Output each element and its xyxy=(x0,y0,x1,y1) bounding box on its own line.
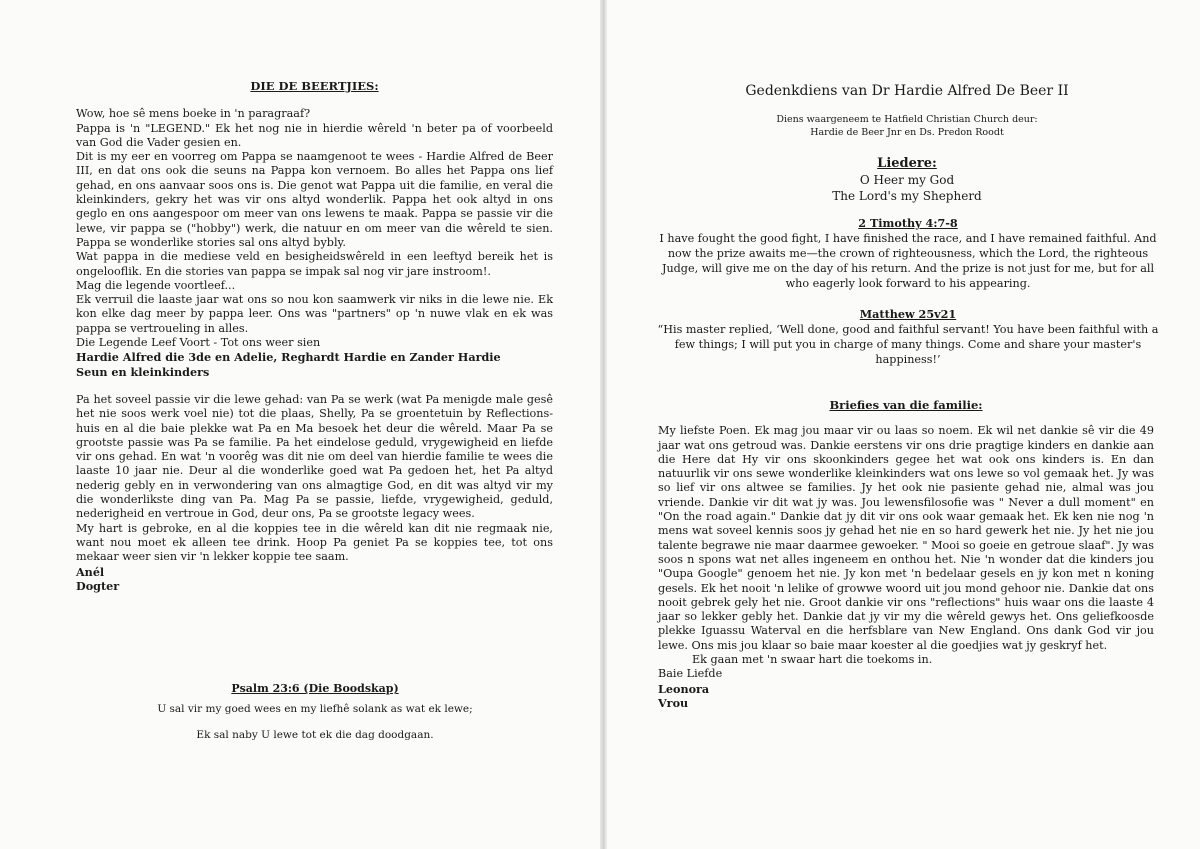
intro-line-3: Dit is my eer en voorreg om Pappa se naamgenoot te wees - Hardie Alfred de Beer III, en dat ons ook die seuns na Pappa kon vernoem. Bo alles het Pappa ons lief gehad, en ons aanvaar soos ons is. Die genot wat Pappa uit die familie, en veral die kleinkinders, gekry het was vir ons altyd wonderlik. Pappa het ook altyd in ons geglo en ons aangespoor om meer van ons lewens te maak. Pappa se passie vir die lewe, vir pappa se ("hobby") werk, die natuur en om meer van die wêreld te sien. Pappa se wonderlike stories sal ons altyd bybly. xyxy=(76,150,553,249)
song-1: O Heer my God xyxy=(859,173,955,187)
letter-closing: Baie Liefde xyxy=(658,667,723,681)
intro-line-2: Pappa is 'n "LEGEND." Ek het nog nie in hierdie wêreld 'n beter pa of voorbeeld van God die Vader gesien en. xyxy=(76,121,553,149)
service-line-1: Diens waargeneem te Hatfield Christian Church deur: xyxy=(776,114,1038,125)
timothy-block xyxy=(657,216,1159,291)
psalm-title: Psalm 23:6 (Die Boodskap) xyxy=(231,682,399,695)
signature-hardie: Hardie Alfred die 3de en Adelie, Reghardt Hardie en Zander Hardie xyxy=(76,350,501,365)
anel-paragraph-2: My hart is gebroke, en al die koppies tee in die wêreld kan dit nie regmaak nie, want nou moet ek alleen tee drink. Hoop Pa geniet Pa se koppies tee, tot ons mekaar weer sien vir 'n lekker koppie tee saam. xyxy=(76,521,553,564)
anel-paragraph-1: Pa het soveel passie vir die lewe gehad: van Pa se werk (wat Pa menigde male gesê het nie soos werk voel nie) tot die plaas, Shelly, Pa se groentetuin by Reflections-huis en al die baie plekke wat Pa en Ma besoek het deur die wêreld. Maar Pa se grootste passie was Pa se familie. Pa het eindelose geduld, vrygewigheid en liefde vir ons gehad. En wat 'n voorêg was dit nie om deel van hierdie familie te wees die laaste 10 jaar nie. Deur al die wonderlike goed wat Pa gedoen het, het Pa altyd nederig gebly en in verwondering van ons almagtige God, en dit was altyd vir my die wonderlikste ding van Pa. Mag Pa se passie, liefde, vrygewigheid, geduld, nederigheid en vertroue in God, deur ons, Pa se grootste legacy wees. xyxy=(76,392,553,521)
signature-anel-role: Dogter xyxy=(76,578,120,593)
service-line-2: Hardie de Beer Jnr en Ds. Predon Roodt xyxy=(810,126,1004,138)
psalm-line-2: Ek sal naby U lewe tot ek die dag doodgaan. xyxy=(196,729,434,741)
matthew-block xyxy=(657,307,1159,367)
signature-hardie-role: Seun en kleinkinders xyxy=(76,364,210,379)
timothy-text: I have fought the good fight, I have finished the race, and I have remained faithful. And now the prize awaits me—the crown of righteousness, which the Lord, the righteous Judge, will give me on the day of his return. And the prize is not just for me, but for all who eagerly look forward to his appearing. xyxy=(659,232,1157,290)
signature-leonora-role: Vrou xyxy=(658,695,689,710)
service-header xyxy=(667,82,1147,139)
timothy-title: 2 Timothy 4:7-8 xyxy=(858,216,958,230)
intro-line-6: Ek verruil die laaste jaar wat ons so nou kon saamwerk vir niks in die lewe nie. Ek kon elke dag meer by pappa leer. Ons was "partners" op 'n nuwe vlak en ek was pappa se vertroueling in alles. xyxy=(76,293,553,335)
right-title: Gedenkdiens van Dr Hardie Alfred De Beer II xyxy=(745,83,1069,99)
songs-title: Liedere: xyxy=(877,156,937,171)
song-2: The Lord's my Shepherd xyxy=(832,189,982,203)
matthew-text: “His master replied, ‘Well done, good and faithful servant! You have been faithful with a few things; I will put you in charge of many things. Come and share your master's happiness!’ xyxy=(657,323,1159,366)
signature-leonora: Leonora xyxy=(658,681,710,696)
letter-end: Ek gaan met 'n swaar hart die toekoms in. xyxy=(692,653,933,667)
psalm-block xyxy=(100,682,530,742)
letter-body: My liefste Poen. Ek mag jou maar vir ou laas so noem. Ek wil net dankie sê vir die 49 jaar wat ons getroud was. Dankie eerstens vir ons drie pragtige kinders en dankie aan die Here dat Hy vir ons skoonkinders gegee het wat ook ons kinders is. En dan natuurlik vir ons sewe wonderlike kleinkinders wat ons lewe so vol gemaak het. Jy was so lief vir ons altwee se families. Jy het ook nie pasiente gehad nie, almal was jou vriende. Dankie vir dit wat jy was. Jou lewensfilosofie was " Never a dull moment" en "On the road again." Dankie dat jy dit vir ons ook waar gemaak het. Ek ken nie nog 'n mens wat soveel kennis soos jy gehad het nie en so hard gewerk het nie. Jy het nie jou talente begrawe nie maar daarmee gewoeker. " Mooi so goeie en getroue slaaf". Jy was soos n spons wat net alles ingeneem en onthou het. Nie 'n wonder dat die kinders jou "Oupa Google" genoem het nie. Jy kon met 'n bedelaar gesels en jy kon met n koning gesels. Ek het nooit 'n lelike of growwe woord uit jou mond gehoor nie. Dankie dat ons nooit gebrek gely het nie. Groot dankie vir ons "reflections" huis waar ons die laaste 4 jaar so lekker gebly het. Dankie dat jy vir my die wêreld gewys het. Ons geliefkoosde plekke Iguassu Waterval en die herfsblare van New England. Ons dank God vir jou lewe. Ons mis jou klaar so baie maar koester al die goedjies wat jy geskryf het. xyxy=(658,424,1154,652)
left-title: DIE DE BEERTJIES: xyxy=(250,79,379,93)
family-title: Briefies van die familie: xyxy=(829,398,983,412)
family-letter xyxy=(658,398,1154,710)
intro-line-5: Mag die legende voortleef... xyxy=(76,278,236,292)
psalm-line-1: U sal vir my goed wees en my liefhê solank as wat ek lewe; xyxy=(157,703,473,715)
right-page xyxy=(607,0,1200,849)
left-column xyxy=(76,79,553,593)
intro-line-1: Wow, hoe sê mens boeke in 'n paragraaf? xyxy=(76,107,311,121)
intro-line-4: Wat pappa in die mediese veld en besigheidswêreld in een leeftyd bereik het is ongelooflik. En die stories van pappa se impak sal nog vir jare instroom!. xyxy=(76,250,553,278)
songs-block xyxy=(707,156,1107,204)
intro-line-7: Die Legende Leef Voort - Tot ons weer sien xyxy=(76,336,321,350)
signature-anel: Anél xyxy=(76,564,105,579)
matthew-title: Matthew 25v21 xyxy=(859,307,957,321)
